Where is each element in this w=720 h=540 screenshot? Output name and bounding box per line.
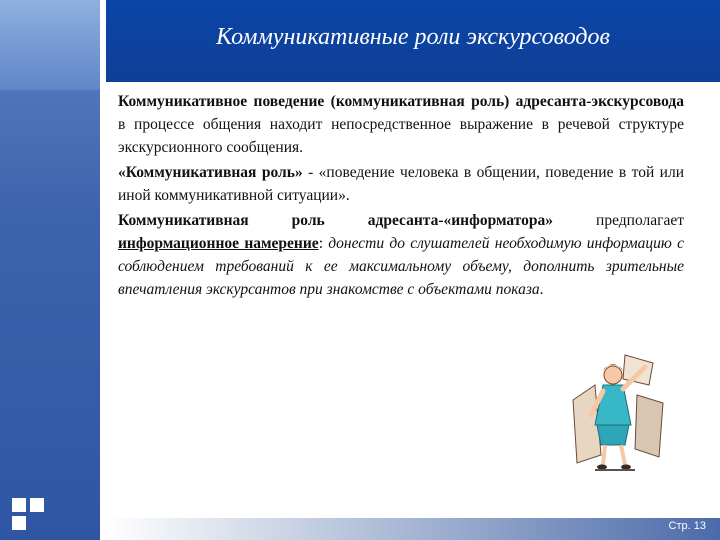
slide-title: Коммуникативные роли экскурсоводов [216, 24, 610, 50]
text-segment: донести до слушателей необходимую информацию с соблюдением требований к ее максимальному объему, дополнить зрительные впечатления экскурсантов при знакомстве с объектами показа [118, 235, 684, 298]
text-segment: Коммуникативная роль адресанта-«информатора» [118, 212, 554, 229]
title-divider [106, 82, 720, 85]
slide-body [118, 90, 684, 303]
text-segment: информационное намерение [118, 235, 319, 252]
text-segment: - «поведение человека в общении, поведение в той или иной коммуникативной ситуации». [118, 164, 685, 204]
text-segment: предполагает [553, 212, 685, 229]
text-segment: Коммуникативное поведение (коммуникативная роль) адресанта-экскурсовода [118, 93, 684, 110]
body-paragraph [118, 161, 684, 207]
body-paragraph [118, 209, 684, 301]
text-segment: «Коммуникативная роль» [118, 164, 303, 181]
text-segment: в процессе общения находит непосредственное выражение в речевой структуре экскурсионного сообщения. [118, 116, 684, 156]
page-number: Стр. 13 [668, 520, 706, 532]
text-segment: . [539, 281, 544, 298]
text-segment: : [318, 235, 329, 252]
tour-guide-clipart [565, 345, 670, 475]
left-top-highlight [0, 0, 100, 90]
body-paragraph [118, 90, 684, 159]
footer-bar [106, 518, 720, 540]
